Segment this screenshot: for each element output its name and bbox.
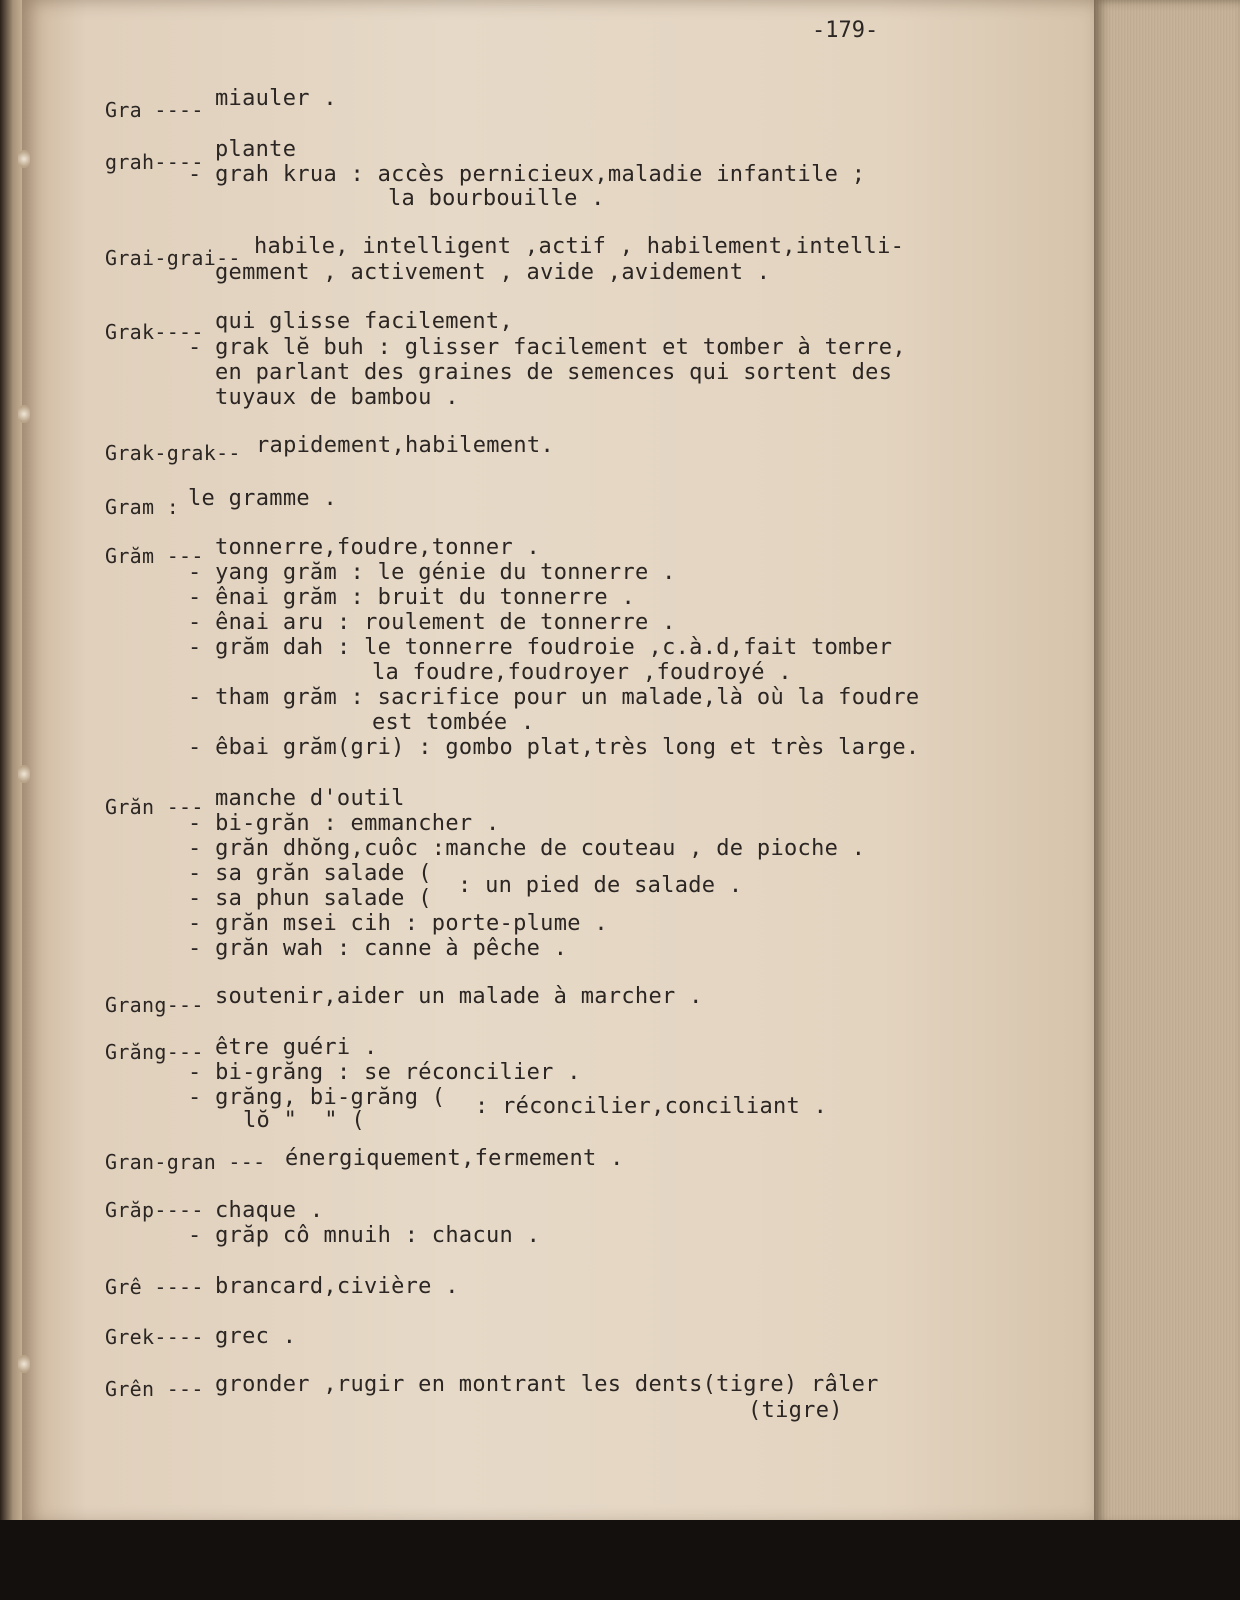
headword: Grak-grak-- [105, 441, 241, 465]
definition-line: - grăn wah : canne à pêche . [188, 936, 568, 961]
headword: Grai-grai-- [105, 246, 241, 270]
definition-line: qui glisse facilement, [215, 309, 513, 334]
definition-line: tuyaux de bambou . [215, 385, 459, 410]
definition-line: - bi-grăng : se réconcilier . [188, 1060, 581, 1085]
definition-line: en parlant des graines de semences qui sortent des [215, 360, 893, 385]
headword: Grê ---- [105, 1275, 204, 1299]
definition-line: : réconcilier,conciliant . [475, 1094, 828, 1119]
definition-line: - sa grăn salade ( [188, 861, 432, 886]
definition-line: - grăn msei cih : porte-plume . [188, 911, 608, 936]
definition-line: la foudre,foudroyer ,foudroyé . [372, 660, 792, 685]
definition-line: plante [215, 137, 297, 162]
definition-line: : un pied de salade . [458, 873, 743, 898]
headword: Grăp---- [105, 1198, 204, 1222]
definition-line: est tombée . [372, 710, 535, 735]
definition-line: le gramme . [188, 486, 337, 511]
definition-line: - yang grăm : le génie du tonnerre . [188, 560, 676, 585]
definition-line: miauler . [215, 86, 337, 111]
definition-line: gemment , activement , avide ,avidement . [215, 260, 771, 285]
definition-line: grec . [215, 1324, 297, 1349]
binding-hole [18, 1355, 30, 1373]
definition-line: - ênai aru : roulement de tonnerre . [188, 610, 676, 635]
headword: Grăn --- [105, 795, 204, 819]
definition-line: tonnerre,foudre,tonner . [215, 535, 541, 560]
definition-line: rapidement,habilement. [256, 433, 554, 458]
definition-line: soutenir,aider un malade à marcher . [215, 984, 703, 1009]
definition-line: être guéri . [215, 1035, 378, 1060]
definition-line: - grăp cô mnuih : chacun . [188, 1223, 541, 1248]
definition-line: - grăm dah : le tonnerre foudroie ,c.à.d,fait tomber [188, 635, 893, 660]
headword: Grăng--- [105, 1040, 204, 1064]
definition-line: chaque . [215, 1198, 324, 1223]
headword: Grên --- [105, 1377, 204, 1401]
definition-line: (tigre) [748, 1398, 843, 1423]
definition-line: - êbai grăm(gri) : gombo plat,très long et très large. [188, 735, 920, 760]
definition-line: - grăn dhŏng,cuôc :manche de couteau , de pioche . [188, 836, 866, 861]
definition-line: énergiquement,fermement . [285, 1146, 624, 1171]
headword: Gram : [105, 495, 180, 519]
definition-line: - sa phun salade ( [188, 886, 432, 911]
definition-line: habile, intelligent ,actif , habilement,intelli- [254, 234, 905, 259]
definition-line: - ênai grăm : bruit du tonnerre . [188, 585, 635, 610]
definition-line: manche d'outil [215, 786, 405, 811]
headword: Grăm --- [105, 544, 204, 568]
definition-line: - tham grăm : sacrifice pour un malade,là où la foudre [188, 685, 920, 710]
definition-line: - grăng, bi-grăng ( [188, 1085, 446, 1110]
binding-hole [18, 765, 30, 783]
definition-line: - bi-grăn : emmancher . [188, 811, 500, 836]
definition-line: - grah krua : accès pernicieux,maladie infantile ; [188, 162, 866, 187]
definition-line: la bourbouille . [388, 186, 605, 211]
headword: Grak---- [105, 320, 204, 344]
table-shadow [0, 1520, 1240, 1600]
headword: grah---- [105, 150, 204, 174]
definition-line: gronder ,rugir en montrant les dents(tigre) râler [215, 1372, 879, 1397]
definition-line: brancard,civière . [215, 1274, 459, 1299]
headword: Gra ---- [105, 98, 204, 122]
page-number: -179- [812, 18, 879, 43]
definition-line: - grak lĕ buh : glisser facilement et tomber à terre, [188, 335, 906, 360]
stacked-page-edges [1094, 0, 1240, 1525]
headword: Grang--- [105, 993, 204, 1017]
binding-hole [18, 150, 30, 168]
headword: Gran-gran --- [105, 1150, 266, 1174]
definition-line: lŏ " " ( [243, 1108, 365, 1133]
headword: Grek---- [105, 1325, 204, 1349]
binding-hole [18, 405, 30, 423]
